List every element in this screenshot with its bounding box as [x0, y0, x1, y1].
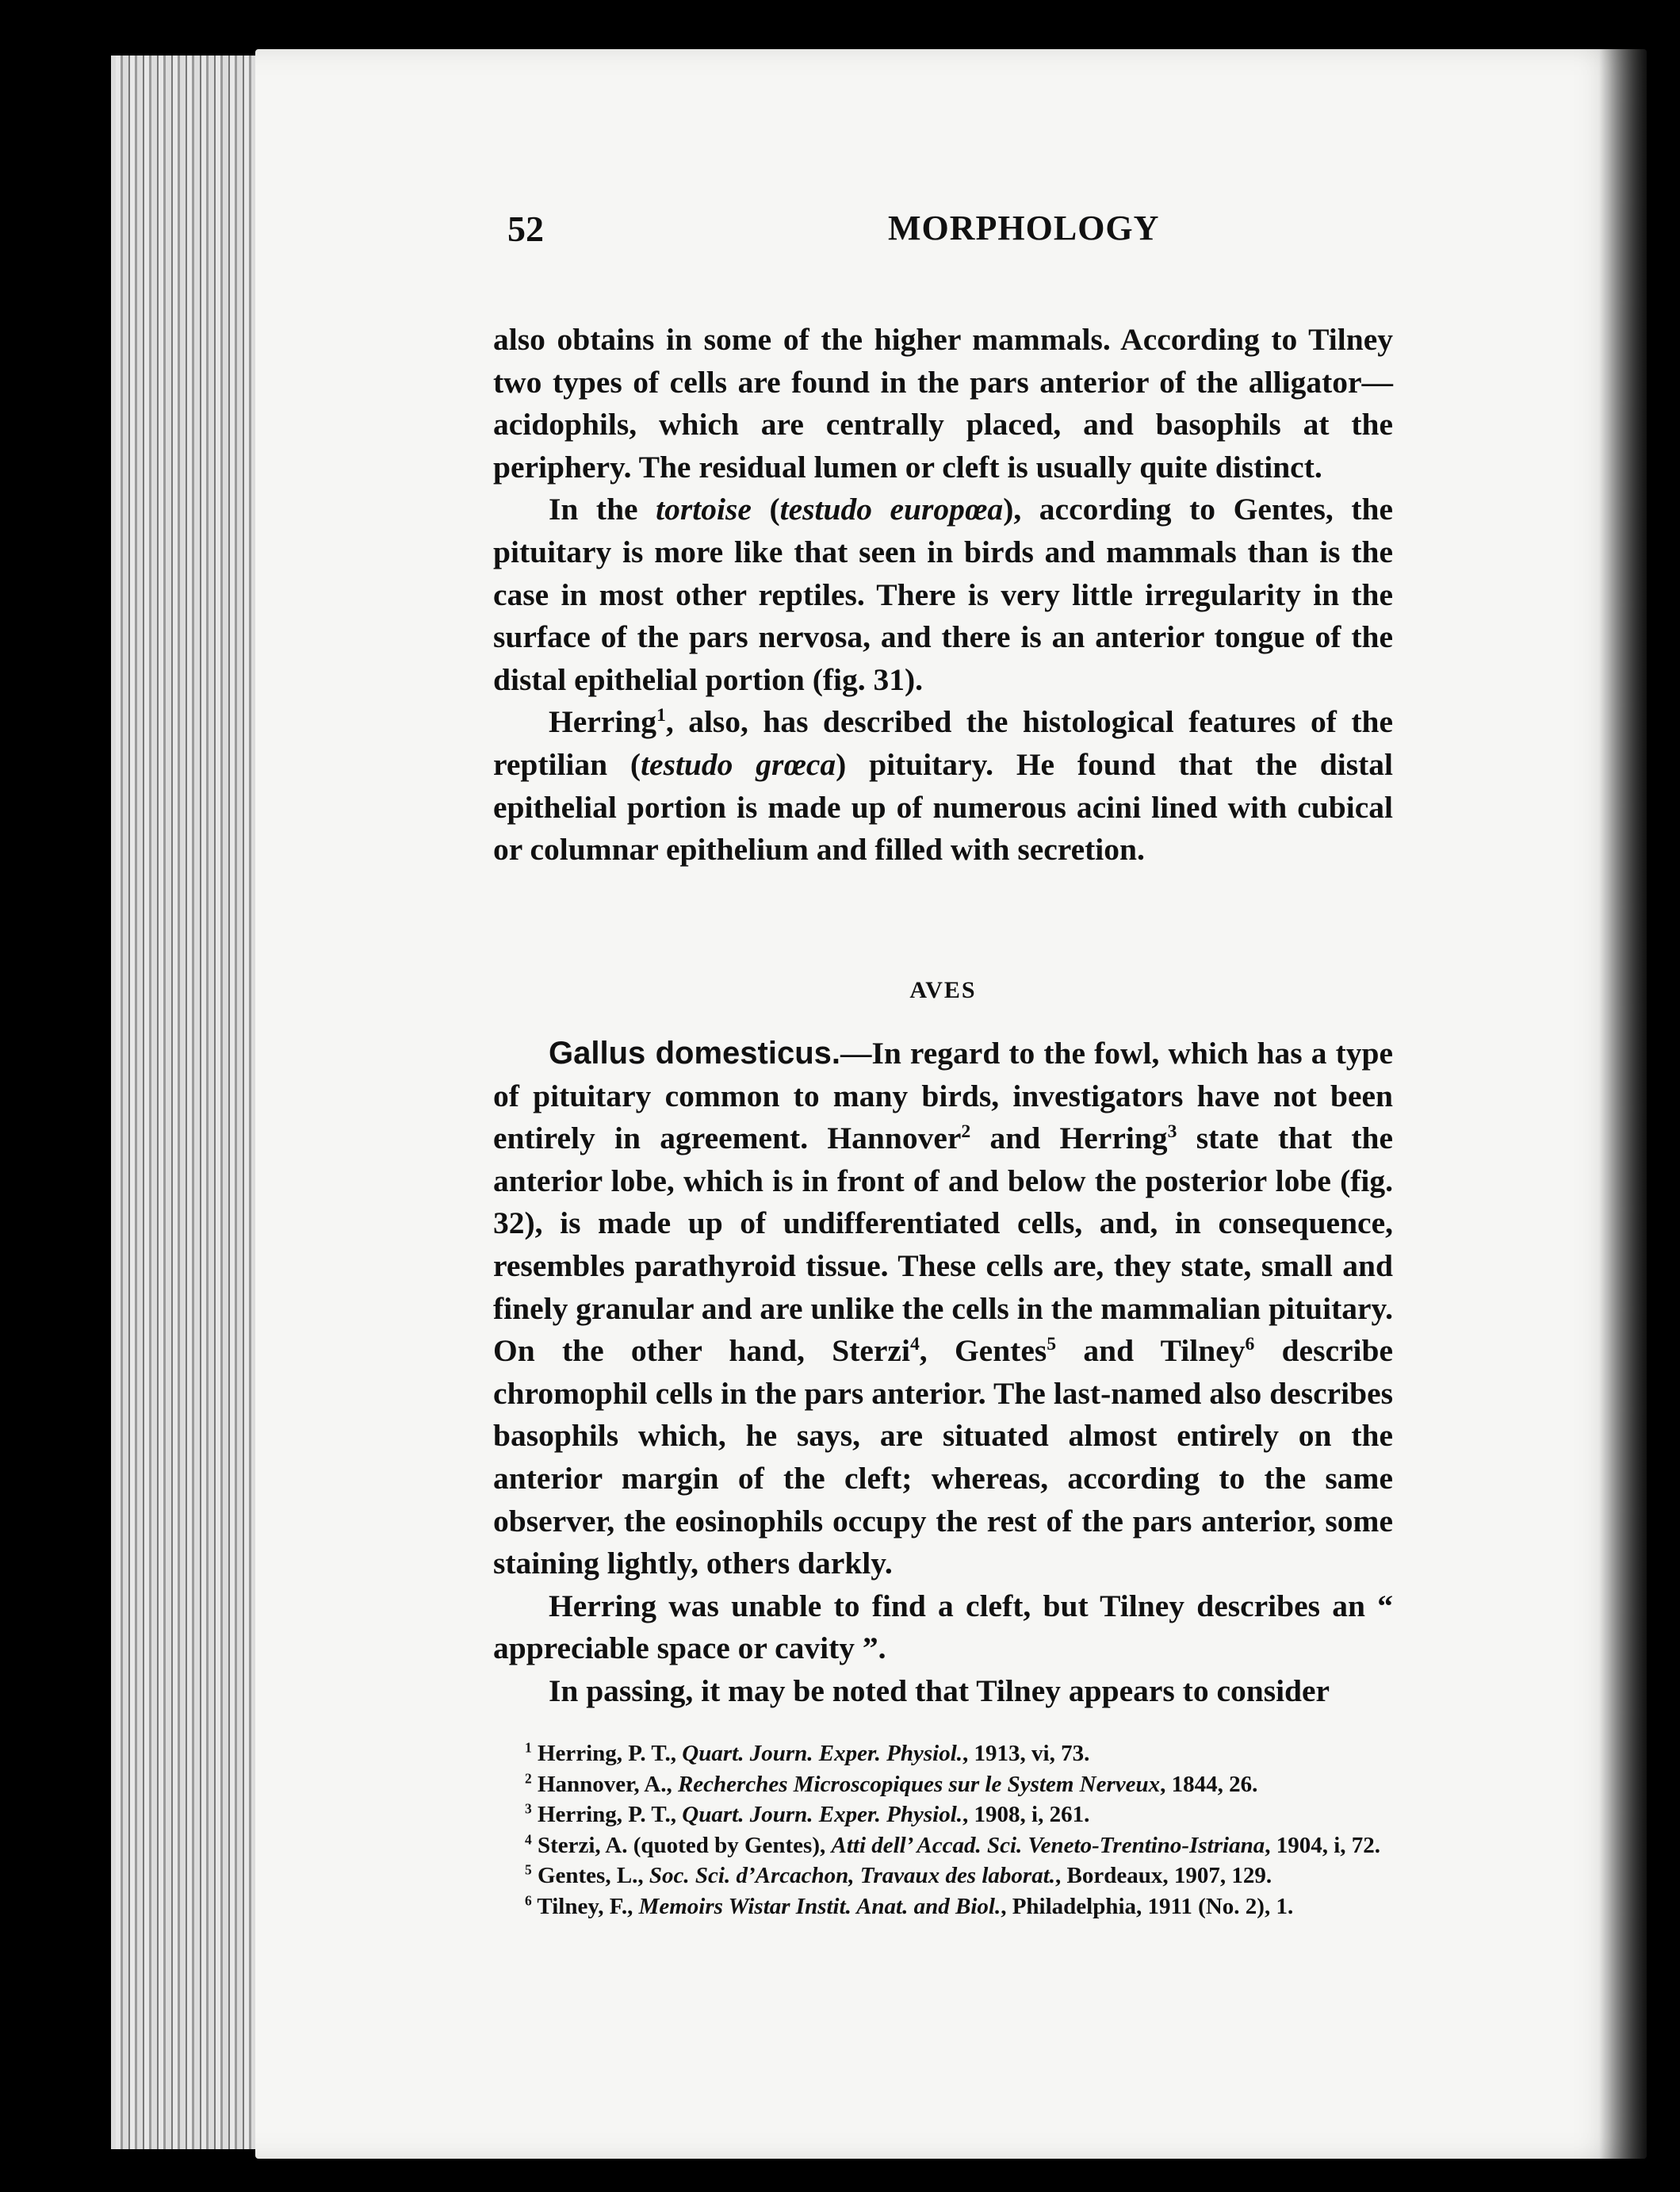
- book-page-edges: [111, 56, 266, 2149]
- footnote-6: [493, 1891, 1393, 1922]
- running-head: MORPHOLOGY: [888, 209, 1160, 247]
- footnote-text: , 1913, vi, 73.: [962, 1741, 1090, 1766]
- paragraph-2-italic-2: testudo europœa: [779, 492, 1004, 527]
- footnote-number: 4: [525, 1830, 532, 1847]
- paragraph-2-text-a: In the: [549, 492, 656, 527]
- footnote-text: Gentes, L.,: [531, 1863, 649, 1888]
- footnote-number: 1: [525, 1739, 532, 1756]
- paragraph-4-text-e: and Tilney: [1056, 1333, 1246, 1369]
- footnote-text: Herring, P. T.,: [531, 1741, 683, 1766]
- footnote-text: Hannover, A.,: [531, 1771, 678, 1797]
- footnote-text: , 1908, i, 261.: [962, 1802, 1090, 1827]
- paragraph-5-text: Herring was unable to find a cleft, but Tilney describes an “ appreciable space or cavity ”.: [493, 1588, 1393, 1666]
- section-heading: AVES: [909, 977, 977, 1003]
- footnote-number: 3: [525, 1800, 532, 1817]
- footnote-journal: Soc. Sci. d’Arcachon, Travaux des laborat.: [649, 1863, 1055, 1888]
- footnote-text: Tilney, F.,: [531, 1893, 639, 1919]
- footnote-ref-3: 3: [1167, 1121, 1177, 1143]
- body-text-reptiles: [493, 319, 1393, 872]
- paragraph-3-italic: testudo grœca: [641, 746, 836, 782]
- footnote-ref-5: 5: [1047, 1334, 1057, 1355]
- paragraph-1: [493, 319, 1393, 489]
- footnote-text: , Philadelphia, 1911 (No. 2), 1.: [1001, 1893, 1294, 1919]
- footnote-journal: Memoirs Wistar Instit. Anat. and Biol.: [638, 1893, 1001, 1919]
- paragraph-3-text-c: ) pituitary. He found that the distal epithelial portion is made up of numerous acini lined with cubical or columnar epithelium and filled with secretion.: [493, 746, 1393, 868]
- paragraph-2: [493, 489, 1393, 701]
- body-text-aves: [493, 1033, 1393, 1713]
- page-header: [507, 208, 1427, 263]
- footnote-ref-4: 4: [909, 1334, 920, 1355]
- footnote-5: [493, 1861, 1393, 1891]
- paragraph-4-text-f: describe chromophil cells in the pars anterior. The last-named also describes basophils which, he says, are situated almost entirely on the anterior margin of the cleft; whereas, according to the same observer, the eosinophils occupy the rest of the pars anterior, some staining lightly, others darkly.: [493, 1333, 1393, 1581]
- paragraph-5: [493, 1585, 1393, 1670]
- paragraph-2-text-c: ), according to Gentes, the pituitary is more like that seen in birds and mammals than is the case in most other reptiles. There is very little irregularity in the surface of the pars nervosa, and there is an anterior tongue of the distal epithelial portion (fig. 31).: [493, 492, 1394, 697]
- paragraph-2-italic-1: tortoise: [656, 492, 752, 527]
- footnote-journal: Recherches Microscopiques sur le System Nerveux: [677, 1771, 1161, 1797]
- footnote-text: , 1904, i, 72.: [1265, 1832, 1381, 1858]
- footnote-text: Herring, P. T.,: [531, 1802, 683, 1827]
- footnote-1: [493, 1738, 1393, 1769]
- footnote-2: [493, 1769, 1393, 1800]
- footnotes: [493, 1738, 1393, 1922]
- paragraph-4-text-a: —In regard to the fowl, which has a type of pituitary common to many birds, investigators have not been entirely in agreement. Hannover: [493, 1036, 1393, 1156]
- footnote-number: 2: [525, 1769, 532, 1786]
- paragraph-1-text: also obtains in some of the higher mammals. According to Tilney two types of cells are found in the pars anterior of the alligator—acidophils, which are centrally placed, and basophils at the periphery. The residual lumen or cleft is usually quite distinct.: [493, 322, 1393, 485]
- paragraph-4-text-b: and Herring: [970, 1121, 1168, 1156]
- paragraph-4-text-d: , Gentes: [919, 1333, 1047, 1369]
- footnote-number: 6: [525, 1891, 532, 1908]
- footnote-journal: Atti dell’ Accad. Sci. Veneto-Trentino-Istriana: [831, 1832, 1265, 1858]
- footnote-4: [493, 1830, 1393, 1861]
- footnote-ref-2: 2: [961, 1121, 971, 1143]
- page-number: 52: [507, 209, 544, 249]
- gutter-shadow: [1599, 49, 1647, 2159]
- paragraph-3: [493, 701, 1393, 871]
- footnote-ref-1: 1: [656, 705, 666, 726]
- footnote-text: , 1844, 26.: [1160, 1771, 1258, 1797]
- footnote-number: 5: [525, 1861, 532, 1878]
- paragraph-6: [493, 1670, 1393, 1713]
- paragraph-4-text-c: state that the anterior lobe, which is in front of and below the posterior lobe (fig. 32), is made up of undifferentiated cells, and, in consequence, resembles parathyroid tissue. These cells are, they state, small and finely granular and are unlike the cells in the mammalian pituitary. On the other hand, Sterzi: [493, 1121, 1393, 1369]
- footnote-text: Sterzi, A. (quoted by Gentes),: [531, 1832, 832, 1858]
- footnote-3: [493, 1799, 1393, 1830]
- footnote-ref-6: 6: [1245, 1334, 1255, 1355]
- run-in-heading: Gallus domesticus.: [549, 1036, 840, 1071]
- paragraph-3-text-a: Herring: [549, 704, 657, 740]
- paragraph-6-text: In passing, it may be noted that Tilney appears to consider: [549, 1673, 1330, 1708]
- footnote-journal: Quart. Journ. Exper. Physiol.: [682, 1802, 963, 1827]
- paragraph-2-text-b: (: [751, 492, 780, 527]
- footnote-text: , Bordeaux, 1907, 129.: [1055, 1863, 1272, 1888]
- footnote-journal: Quart. Journ. Exper. Physiol.: [682, 1741, 963, 1766]
- paragraph-4: [493, 1033, 1393, 1585]
- paragraph-3-text-b: , also, has described the histological features of the reptilian (: [493, 704, 1393, 782]
- book-page: [255, 49, 1647, 2159]
